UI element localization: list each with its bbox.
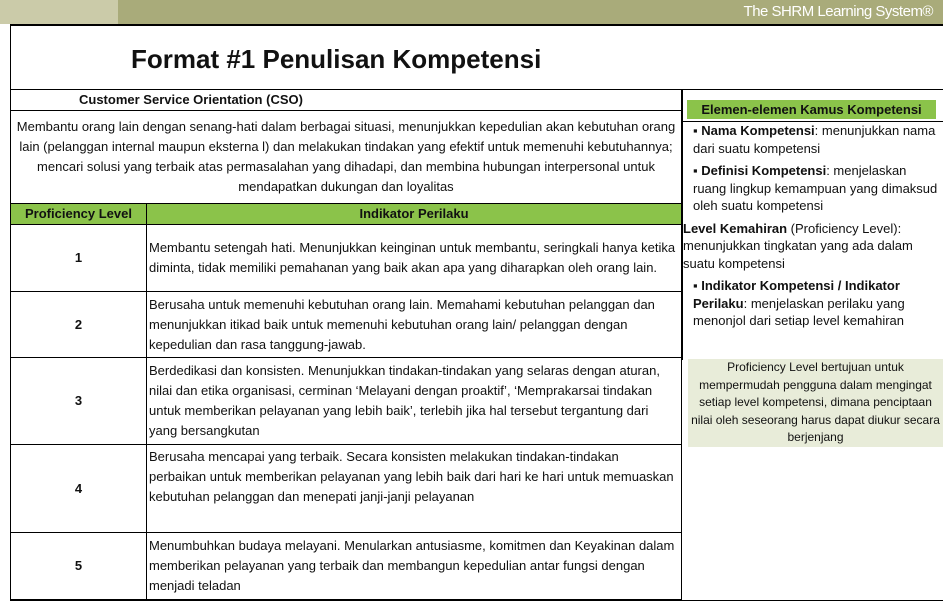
level-number: 2 bbox=[11, 292, 147, 358]
element-desc: : menjelaskan perilaku yang menonjol dari setiap level kemahiran bbox=[693, 295, 905, 328]
element-item: ▪ Nama Kompetensi: menunjukkan nama dari suatu kompetensi bbox=[693, 123, 936, 156]
column-header-indicator: Indikator Perilaku bbox=[147, 204, 682, 225]
competency-table bbox=[10, 89, 682, 600]
table-row bbox=[11, 533, 682, 600]
element-term: Indikator Kompetensi / Indikator Perilaku bbox=[693, 278, 900, 311]
elements-panel bbox=[682, 89, 943, 360]
level-number: 1 bbox=[11, 225, 147, 292]
level-indicator: Berdedikasi dan konsisten. Menunjukkan tindakan-tindakan yang selaras dengan aturan, nilai dan etika organisasi, cerminan ‘Melayani dengan proaktif’, ‘Memprakarsai tindakan untuk memberikan pelayanan yang lebih baik’, terlebih jika hal tersebut tergantung dari yang bersangkutan bbox=[147, 358, 682, 445]
element-desc: : menunjukkan nama dari suatu kompetensi bbox=[693, 123, 936, 156]
elements-heading: Elemen-elemen Kamus Kompetensi bbox=[687, 100, 936, 119]
table-row bbox=[11, 358, 682, 445]
level-indicator: Membantu setengah hati. Menunjukkan keinginan untuk membantu, seringkali hanya ketika diminta, tidak memiliki pemahanan yang baik akan apa yang diharapkan oleh orang lain. bbox=[147, 225, 682, 292]
level-number: 4 bbox=[11, 445, 147, 533]
table-row bbox=[11, 292, 682, 358]
bottom-border bbox=[10, 600, 943, 601]
element-item: ▪ Indikator Kompetensi / Indikator Perilaku: menjelaskan perilaku yang menonjol dari setiap level kemahiran bbox=[693, 278, 905, 328]
level-number: 5 bbox=[11, 533, 147, 600]
level-indicator: Berusaha untuk memenuhi kebutuhan orang lain. Memahami kebutuhan pelanggan dan menunjukkan itikad baik untuk memenuhi kebutuhan orang lain/ pelanggan dengan kepedulian dan rasa tanggung-jawab. bbox=[147, 292, 682, 358]
competency-definition: Membantu orang lain dengan senang-hati dalam berbagai situasi, menunjukkan kepedulian akan kebutuhan orang lain (pelanggan internal maupun eksterna l) dan melakukan tindakan yang efektif untuk memenuhi kebutuhannya; mencari solusi yang terbaik atas permasalahan yang dihadapi, dan membina hubungan interpersonal untuk mendapatkan dukungan dan loyalitas bbox=[11, 111, 682, 204]
competency-name: Customer Service Orientation (CSO) bbox=[11, 90, 682, 111]
element-term: Nama Kompetensi bbox=[701, 123, 815, 138]
brand-logo-text: The SHRM Learning System® bbox=[743, 3, 933, 20]
column-header-level: Proficiency Level bbox=[11, 204, 147, 225]
element-term: Level Kemahiran bbox=[683, 220, 788, 236]
proficiency-note: Proficiency Level bertujuan untuk mempermudah pengguna dalam mengingat setiap level kompetensi, dimana penciptaan nilai oleh seseorang harus dapat diukur secara berjenjang bbox=[688, 359, 943, 447]
level-indicator: Menumbuhkan budaya melayani. Menularkan antusiasme, komitmen dan Keyakinan dalam memberikan pelayanan yang terbaik dan membangun kepedulian antar fungsi dengan menjadi teladan bbox=[147, 533, 682, 600]
top-banner bbox=[0, 0, 943, 24]
banner-accent bbox=[0, 0, 118, 24]
element-item: ▪ Definisi Kompetensi: menjelaskan ruang lingkup kemampuan yang dimaksud oleh suatu kompetensi bbox=[693, 163, 938, 213]
element-term: Definisi Kompetensi bbox=[701, 163, 827, 178]
level-number: 3 bbox=[11, 358, 147, 445]
element-desc: (Proficiency Level): menunjukkan tingkatan yang ada dalam suatu kompetensi bbox=[683, 220, 913, 271]
table-row bbox=[11, 225, 682, 292]
title-box bbox=[10, 24, 943, 90]
table-row bbox=[11, 445, 682, 533]
level-indicator: Berusaha mencapai yang terbaik. Secara konsisten melakukan tindakan-tindakan perbaikan untuk memberikan pelayanan yang lebih baik dari hari ke hari untuk memuaskan kebutuhan pelanggan dan menepati janji-janji pelayanan bbox=[147, 445, 682, 533]
table-header bbox=[11, 204, 682, 225]
element-item bbox=[683, 220, 941, 273]
element-desc: : menjelaskan ruang lingkup kemampuan yang dimaksud oleh suatu kompetensi bbox=[693, 163, 938, 213]
page-title: Format #1 Penulisan Kompetensi bbox=[131, 44, 542, 74]
